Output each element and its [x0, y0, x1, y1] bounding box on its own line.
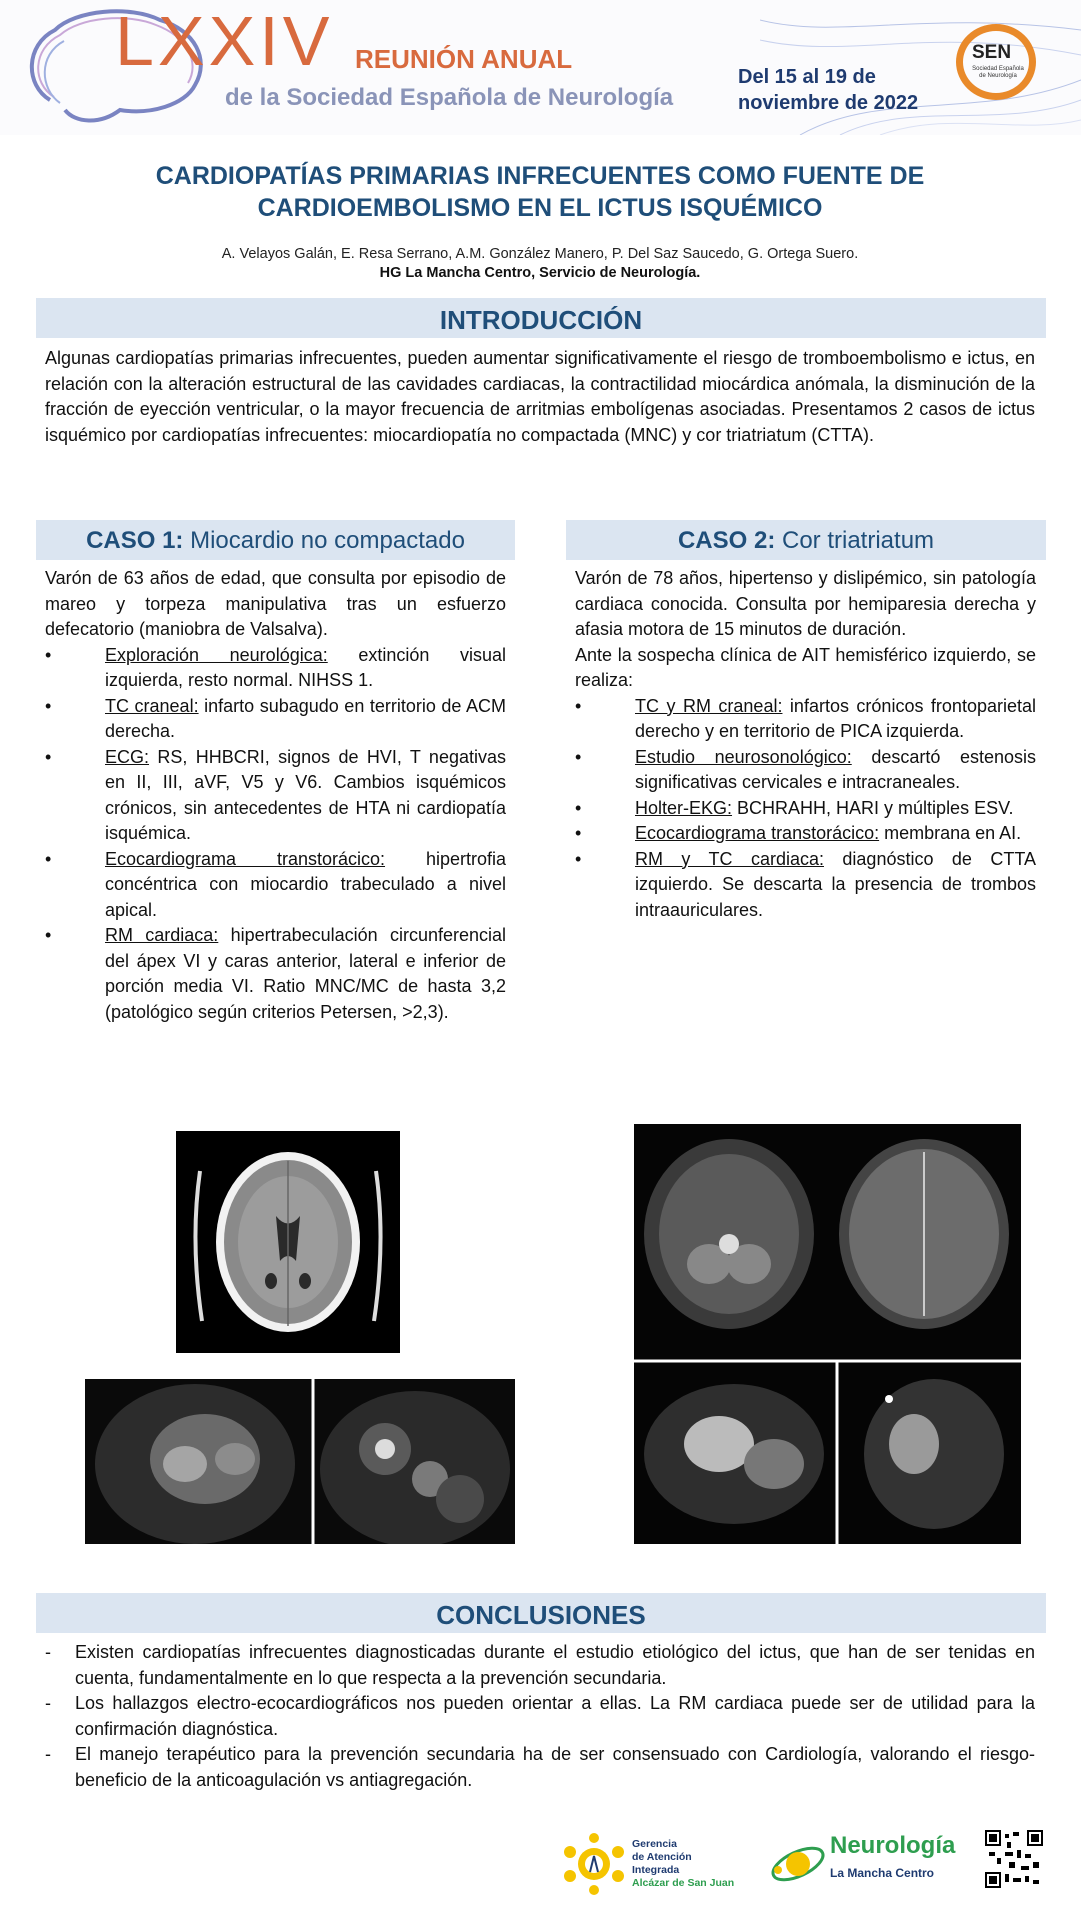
qr-code-icon[interactable] — [985, 1830, 1043, 1888]
conclusions-list — [45, 1640, 1035, 1793]
bullet-text: extinción visual izquierda, resto normal. NIHSS 1. — [105, 644, 506, 690]
neuron-icon — [768, 1834, 828, 1894]
neurologia-subtitle: La Mancha Centro — [830, 1866, 935, 1880]
bullet-term: Estudio neurosonológico: — [635, 746, 852, 767]
list-item: - El manejo terapéutico para la prevención secundaria ha de ser consensuado con Cardiología, valorando el riesgo-beneficio de la anticoagulación vs antiagregación. — [45, 1742, 1035, 1793]
bullet-term: Exploración neurológica: — [105, 644, 328, 665]
list-item: • Estudio neurosonológico: descartó estenosis significativas cervicales e intracraneales. — [575, 746, 1036, 792]
gai-line: Integrada — [632, 1864, 680, 1876]
list-item: • TC craneal: infarto subagudo en territorio de ACM derecha. — [45, 695, 506, 741]
bullet-term: TC craneal: — [105, 695, 199, 716]
gai-sun-icon — [560, 1832, 628, 1896]
case1-label: CASO 1: — [86, 527, 184, 554]
list-item: • Ecocardiograma transtorácico: membrana en AI. — [575, 823, 1022, 843]
authors: A. Velayos Galán, E. Resa Serrano, A.M. González Manero, P. Del Saz Saucedo, G. Ortega Suero. — [221, 246, 859, 262]
bullet-term: RM cardiaca: — [105, 925, 219, 945]
list-item: • ECG: RS, HHBCRI, signos de HVI, T negativas en II, III, aVF, V5 y V6. Cambios isquémicos crónicos, sin antecedentes de HTA ni cardiopatía isquémica. — [45, 746, 506, 843]
bullet-text: descartó estenosis significativas cervicales e intracraneales. — [635, 746, 1036, 792]
gai-city: Alcázar de San Juan — [632, 1877, 735, 1889]
case1-intro: Varón de 63 años de edad, que consulta por episodio de mareo y torpeza manipulativa tras un esfuerzo defecatorio (maniobra de Valsalva). — [45, 568, 506, 639]
list-item: • Ecocardiograma transtorácico: hipertrofia concéntrica con miocardio trabeculado a nivel apical. — [45, 848, 506, 920]
case2-intro2: Ante la sospecha clínica de AIT hemisférico izquierdo, se realiza: — [575, 644, 1036, 690]
gai-logo — [560, 1832, 750, 1896]
case2-heading — [566, 520, 1046, 560]
sen-logo — [952, 20, 1062, 105]
list-item: • Exploración neurológica: extinción visual izquierda, resto normal. NIHSS 1. — [45, 644, 506, 690]
bullet-text: hipertrabeculación circunferencial del ápex VI y caras anterior, lateral e inferior de porción media VI. Ratio MNC/MC de hasta 3,2 (patológico según criterios Petersen, >2,3). — [105, 925, 507, 1022]
list-item: - Los hallazgos electro-ecocardiográficos nos pueden orientar a ellas. La RM cardiaca puede ser de utilidad para la confirmación diagnóstica. — [45, 1691, 1035, 1742]
list-item: • RM cardiaca: hipertrabeculación circunferencial del ápex VI y caras anterior, lateral e inferior de porción media VI. Ratio MNC/MC de hasta 3,2 (patológico según criterios Petersen, >2,3). — [45, 925, 507, 1022]
intro-heading: INTRODUCCIÓN — [36, 298, 1046, 338]
neurologia-logo — [768, 1832, 958, 1896]
bullet-term: ECG: — [105, 746, 150, 767]
bullet-text: membrana en AI. — [879, 823, 1022, 843]
conclusions-heading: CONCLUSIONES — [36, 1593, 1046, 1633]
bullet-text: RS, HHBCRI, signos de HVI, T negativas en II, III, aVF, V5 y V6. Cambios isquémicos crónicos, sin antecedentes de HTA ni cardiopatía isquémica. — [105, 746, 506, 843]
dates-line-2: noviembre de 2022 — [738, 92, 919, 114]
bullet-text: infartos crónicos frontoparietal derecho y en territorio de PICA izquierda. — [635, 695, 1036, 741]
case1-body — [45, 566, 506, 1025]
poster-title — [60, 160, 1020, 224]
cardiac-mri-views — [85, 1379, 515, 1544]
case2-label: CASO 2: — [677, 527, 776, 554]
gai-text — [632, 1838, 734, 1890]
ct-brain-axial — [176, 1131, 400, 1353]
gai-line: Gerencia — [632, 1838, 677, 1850]
bullet-term: Ecocardiograma transtorácico: — [105, 848, 386, 869]
neurologia-title: Neurología — [830, 1832, 956, 1859]
bullet-text: BCHRAHH, HARI y múltiples ESV. — [732, 797, 1014, 818]
title-line-1: CARDIOPATÍAS PRIMARIAS INFRECUENTES COMO FUENTE DE — [155, 162, 925, 190]
list-item: • TC y RM craneal: infartos crónicos frontoparietal derecho y en territorio de PICA izquierda. — [575, 695, 1036, 741]
cardiac-mri-image — [85, 1379, 515, 1544]
meeting-dates — [738, 64, 928, 116]
list-item: • RM y TC cardiaca: diagnóstico de CTTA izquierdo. Se descarta la presencia de trombos intraauriculares. — [575, 848, 1037, 920]
bullet-text: diagnóstico de CTTA izquierdo. Se descarta la presencia de trombos intraauriculares. — [635, 848, 1037, 920]
affiliation: HG La Mancha Centro, Servicio de Neurología. — [379, 265, 701, 281]
bullet-text: infarto subagudo en territorio de ACM derecha. — [105, 695, 506, 741]
case1-name: Miocardio no compactado — [190, 527, 465, 554]
bullet-term: Ecocardiograma transtorácico: — [635, 823, 880, 843]
bullet-term: Holter-EKG: — [635, 797, 733, 818]
society-name: de la Sociedad Española de Neurología — [225, 84, 674, 111]
bullet-term: TC y RM craneal: — [635, 695, 783, 716]
case2-body — [575, 566, 1036, 923]
case2-brain-cardiac-mri — [634, 1124, 1021, 1544]
conclusion-text: El manejo terapéutico para la prevención secundaria ha de ser consensuado con Cardiología, valorando el riesgo-beneficio de la anticoagulación vs antiagregación. — [75, 1744, 1035, 1790]
list-item: - Existen cardiopatías infrecuentes diagnosticadas durante el estudio etiológico del ictus, que han de ser tenidas en cuenta, fundamentalmente en lo que respecta a la prevención secundaria. — [45, 1640, 1035, 1691]
gai-line: de Atención — [632, 1851, 692, 1863]
list-item: • Holter-EKG: BCHRAHH, HARI y múltiples ESV. — [575, 797, 1014, 818]
bullet-term: RM y TC cardiaca: — [635, 848, 824, 869]
case2-name: Cor triatriatum — [782, 527, 935, 554]
meeting-title: REUNIÓN ANUAL — [355, 44, 573, 74]
dates-line-1: Del 15 al 19 de — [738, 66, 876, 88]
case2-mri-panel — [634, 1124, 1021, 1544]
intro-text: Algunas cardiopatías primarias infrecuentes, pueden aumentar significativamente el riesgo de tromboembolismo e ictus, en relación con la alteración estructural de las cavidades cardiacas, la contractilidad miocárdica anómala, la disminución de la fracción de eyección ventricular, o la mayor frecuencia de arritmias embolígenas asociadas. Presentamos 2 casos de ictus isquémico por cardiopatías infrecuentes: miocardiopatía no compactada (MNC) y cor triatriatum (CTTA). — [45, 348, 1035, 445]
bullet-text: hipertrofia concéntrica con miocardio trabeculado a nivel apical. — [105, 848, 506, 920]
header-banner — [0, 0, 1081, 135]
conclusion-text: Los hallazgos electro-ecocardiográficos nos pueden orientar a ellas. La RM cardiaca puede ser de utilidad para la confirmación diagnóstica. — [75, 1693, 1035, 1739]
sen-subtitle: Sociedad Española de Neurología — [972, 66, 1024, 79]
title-line-2: CARDIOEMBOLISMO EN EL ICTUS ISQUÉMICO — [257, 194, 823, 222]
edition-numeral: LXXIV — [115, 2, 334, 80]
sen-acronym: SEN — [972, 42, 1012, 63]
ct-scan-image — [176, 1131, 400, 1353]
case2-intro: Varón de 78 años, hipertenso y dislipémico, sin patología cardiaca conocida. Consulta por hemiparesia derecha y afasia motora de 15 minutos de duración. — [575, 568, 1036, 639]
conclusion-text: Existen cardiopatías infrecuentes diagnosticadas durante el estudio etiológico del ictus, que han de ser tenidas en cuenta, fundamentalmente en lo que respecta a la prevención secundaria. — [75, 1642, 1035, 1688]
case1-heading — [36, 520, 515, 560]
